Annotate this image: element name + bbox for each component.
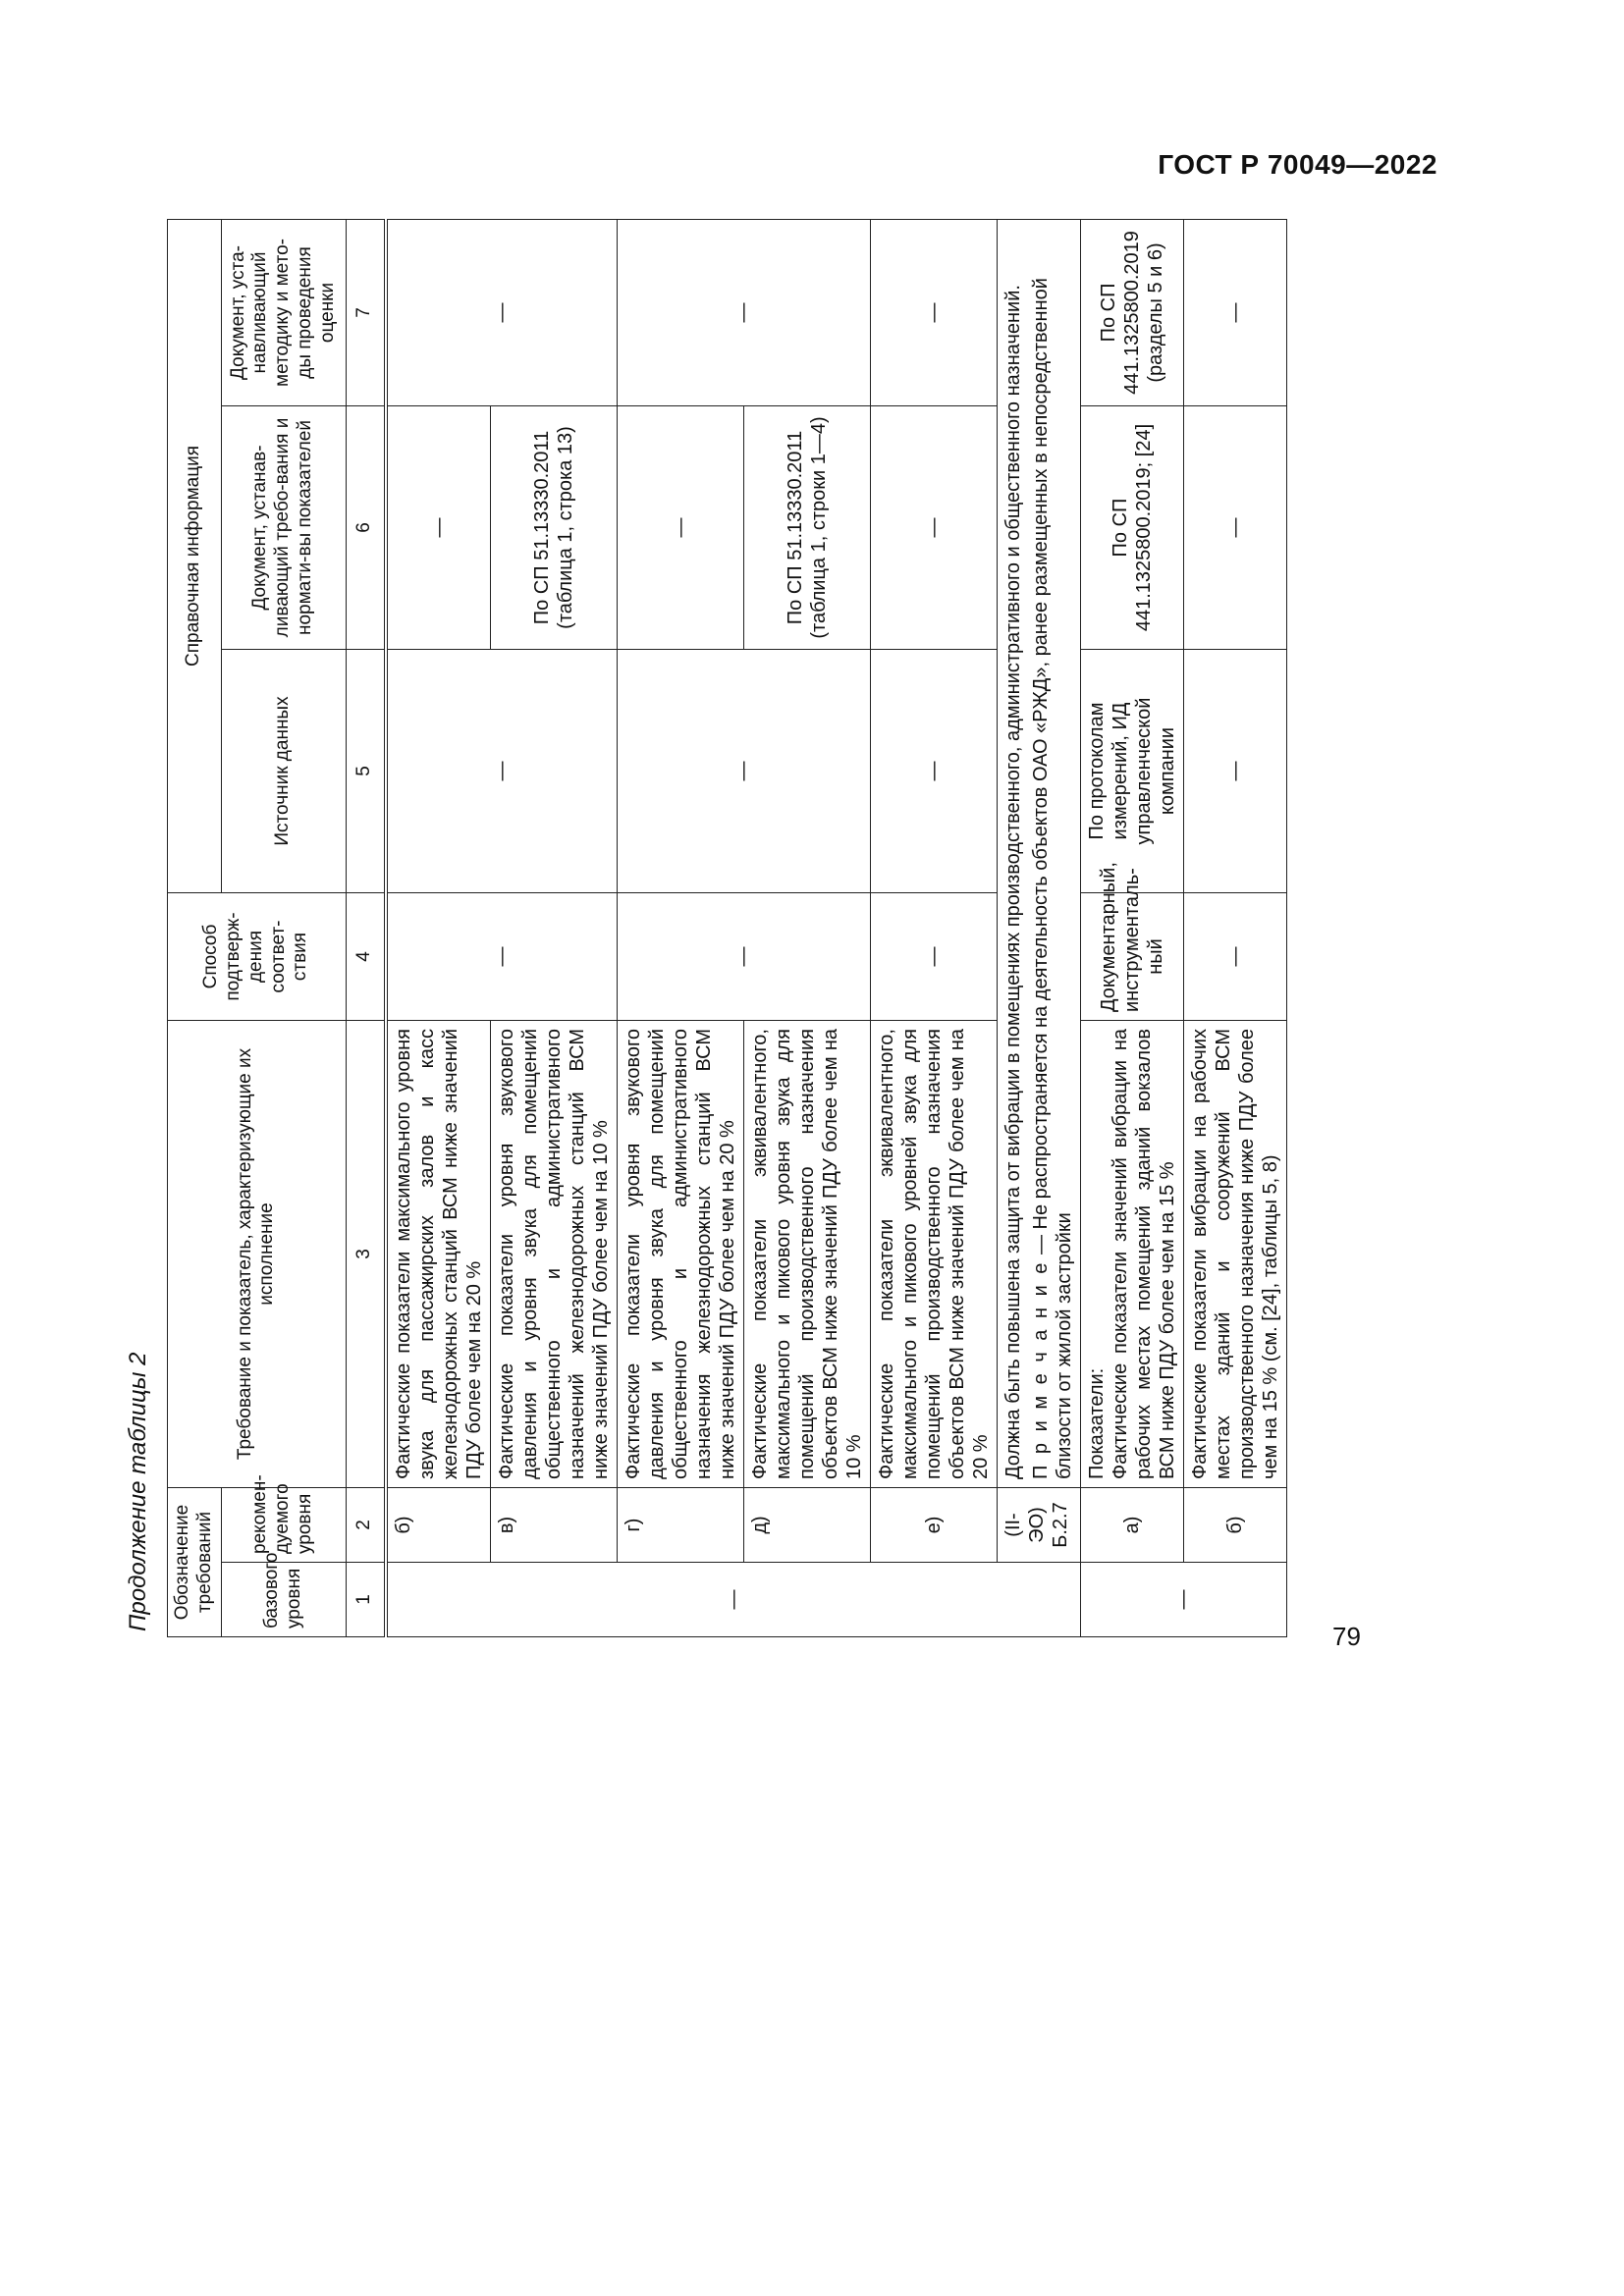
column-number: 6 <box>346 406 386 650</box>
column-number: 2 <box>346 1488 386 1563</box>
requirements-doc-cell: По СП 51.13330.2011 (таблица 1, строки 1—4) <box>743 406 870 650</box>
table-row <box>997 219 1080 1636</box>
requirement-cell: Фактические показатели вибрации на рабочих местах зданий и сооружений ВСМ производственного назначения ниже ПДУ более чем на 15 % (см. [24], таблицы 5, 8) <box>1183 1021 1286 1488</box>
header-methodology-doc: Документ, уста-навливающий методику и мето-ды проведения оценки <box>221 219 346 405</box>
requirement-cell: Фактические показатели уровня звукового давления и уровня звука для помещений общественного и административного назначений железнодорожных станций ВСМ ниже значений ПДУ более чем на 10 % <box>490 1021 617 1488</box>
recommended-level-cell: б) <box>386 1488 491 1563</box>
header-recommended-level: рекомен-дуемого уровня <box>221 1488 346 1563</box>
column-number: 4 <box>346 893 386 1021</box>
requirements-doc-cell: — <box>870 406 997 650</box>
requirement-cell: Фактические показатели эквивалентного, максимального и пикового уровня звука для помещений производственного назначения объектов ВСМ ниже значений ПДУ более чем на 10 % <box>743 1021 870 1488</box>
confirmation-cell: — <box>617 893 870 1021</box>
header-base-level: базового уровня <box>221 1563 346 1637</box>
data-source-cell: — <box>617 650 870 893</box>
requirement-full-text-cell <box>997 219 1080 1487</box>
requirement-cell: Фактические показатели эквивалентного, максимального и пикового уровней звука для помещений производственного назначения объектов ВСМ ниже значений ПДУ более чем на 20 % <box>870 1021 997 1488</box>
requirement-text: Фактические показатели значений вибрации на рабочих местах помещений зданий вокзалов ВСМ ниже ПДУ более чем на 15 % <box>1109 1029 1178 1479</box>
requirement-cell: Фактические показатели уровня звукового давления и уровня звука для помещений общественного и административного назначения железнодорожных станций ВСМ ниже значений ПДУ более чем на 20 % <box>617 1021 743 1488</box>
table-row <box>1080 219 1183 1636</box>
header-requirements-doc: Документ, устанав-ливающий требо-вания и нормати-вы показателей <box>221 406 346 650</box>
note-text: — Не распространяется на деятельность объектов ОАО «РЖД», ранее размещенных в непосредственной близости от жилой застройки <box>1029 278 1075 1479</box>
requirements-doc-cell: — <box>1183 406 1286 650</box>
confirmation-cell: Документарный, инструменталь-ный <box>1080 893 1183 1021</box>
requirements-table <box>167 219 1287 1637</box>
column-numbers-row <box>346 219 386 1636</box>
methodology-doc-cell: — <box>617 219 870 405</box>
requirements-doc-cell: — <box>617 406 743 650</box>
requirement-code-cell: (II-ЭО) Б.2.7 <box>997 1488 1080 1563</box>
requirement-cell: Фактические показатели максимального уровня звука для пассажирских залов и касс железнодорожных станций ВСМ ниже значений ПДУ более чем на 20 % <box>386 1021 491 1488</box>
recommended-level-cell: д) <box>743 1488 870 1563</box>
header-reference-info: Справочная информация <box>168 219 222 892</box>
confirmation-cell: — <box>386 893 618 1021</box>
indicators-label: Показатели: <box>1085 1367 1108 1479</box>
recommended-level-cell: б) <box>1183 1488 1286 1563</box>
requirement-cell <box>1080 1021 1183 1488</box>
data-source-cell: По протоколам измерений, ИД управленческой компании <box>1080 650 1183 893</box>
data-source-cell: — <box>870 650 997 893</box>
header-designation: Обозначение требований <box>168 1488 222 1637</box>
note <box>1029 228 1076 1479</box>
recommended-level-cell: в) <box>490 1488 617 1563</box>
methodology-doc-cell: По СП 441.1325800.2019 (разделы 5 и 6) <box>1080 219 1183 405</box>
requirements-doc-cell: По СП 51.13330.2011 (таблица 1, строка 13) <box>490 406 617 650</box>
note-label: П р и м е ч а н и е <box>1029 1259 1052 1479</box>
page-number: 79 <box>1332 1622 1361 1651</box>
methodology-doc-cell: — <box>1183 219 1286 405</box>
methodology-doc-cell: — <box>386 219 618 405</box>
base-level-cell: — <box>1080 1563 1286 1637</box>
recommended-level-cell: а) <box>1080 1488 1183 1563</box>
header-data-source: Источник данных <box>221 650 346 893</box>
column-number: 5 <box>346 650 386 893</box>
recommended-level-cell: г) <box>617 1488 743 1563</box>
confirmation-cell: — <box>1183 893 1286 1021</box>
data-source-cell: — <box>1183 650 1286 893</box>
requirement-text: Должна быть повышена защита от вибрации в помещениях производственного, административного и общественного назначений. <box>1001 285 1024 1479</box>
requirements-doc-cell: — <box>386 406 491 650</box>
header-requirement: Требование и показатель, характеризующие их исполнение <box>168 1021 347 1488</box>
rotated-table-block <box>110 220 1432 1637</box>
column-number: 3 <box>346 1021 386 1488</box>
base-level-cell: — <box>386 1563 1081 1637</box>
data-source-cell: — <box>386 650 618 893</box>
table-row <box>617 219 743 1636</box>
document-code: ГОСТ Р 70049—2022 <box>1158 149 1437 180</box>
column-number: 1 <box>346 1563 386 1637</box>
requirements-doc-cell: По СП 441.1325800.2019; [24] <box>1080 406 1183 650</box>
table-row <box>870 219 997 1636</box>
methodology-doc-cell: — <box>870 219 997 405</box>
recommended-level-cell: е) <box>870 1488 997 1563</box>
table-row <box>1183 219 1286 1636</box>
table-caption: Продолжение таблицы 2 <box>125 1352 151 1631</box>
confirmation-cell: — <box>870 893 997 1021</box>
table-row <box>386 219 491 1636</box>
header-confirmation-method: Способ подтверж-дения соответ-ствия <box>168 893 347 1021</box>
column-number: 7 <box>346 219 386 405</box>
